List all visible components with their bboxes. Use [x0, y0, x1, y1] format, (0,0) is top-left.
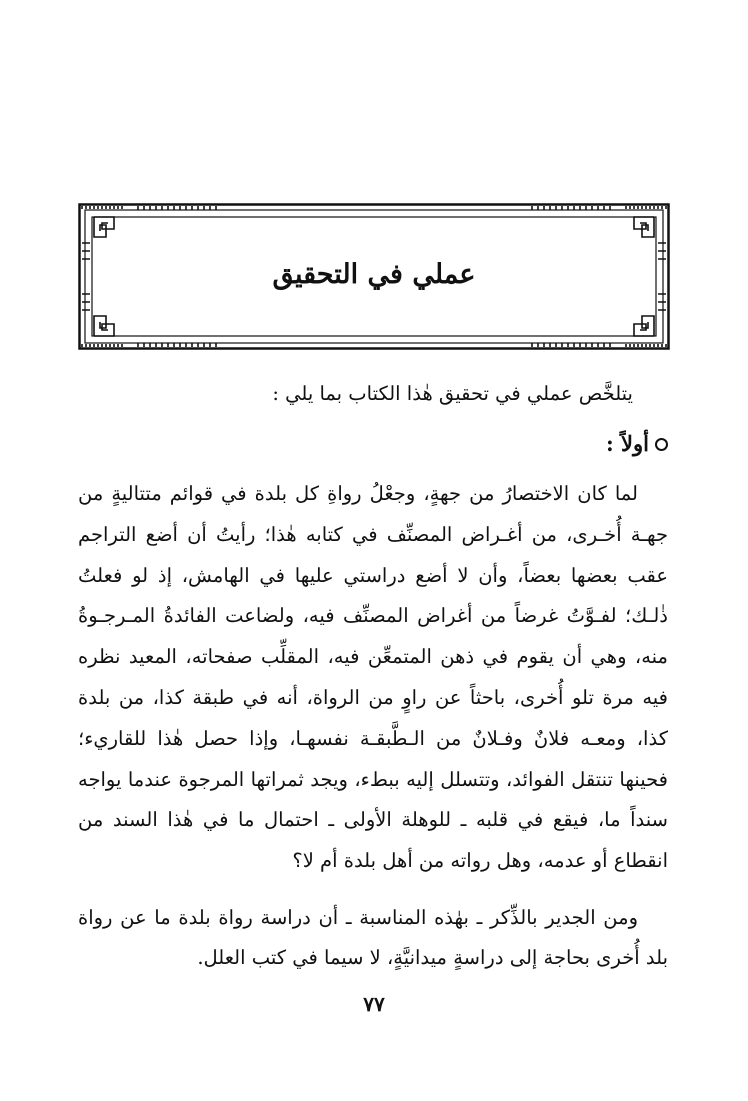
- paragraph-2: ومن الجدير بالذِّكر ـ بهٰذه المناسبة ـ أن دراسة رواة بلدة ما عن رواة بلد أُخرى بحاجة إلى دراسةٍ ميدانيَّةٍ، لا سيما في كتب العلل.: [78, 906, 668, 969]
- paragraph-1: لما كان الاختصارُ من جهةٍ، وجعْلُ رواةِ كل بلدة في قوائم متتاليةٍ من جهـة أُخـرى، من أغـراض المصنِّف في كتابه هٰذا؛ رأيتُ أن أضع التراجم عقب بعضها بعضاً، وأن لا أضع دراستي عليها في الهامش، إذ لو فعلتُ ذٰلـك؛ لفـوَّتُ غرضاً من أغراض المصنِّف فيه، ولضاعت الفائدةُ المـرجـوةُ منه، وهي أن يقوم في ذهن المتمعِّن فيه، المقلِّب صفحاته، المعيد نظره فيه مرة تلو أُخرى، باحثاً عن راوٍ من الرواة، أنه في طبقة كذا، من بلدة كذا، ومعـه فلانٌ وفـلانٌ من الـطَّبقـة نفسهـا، وإذا حصل هٰذا للقاريء؛ فحينها تنتقل الفوائد، وتتسلل إليه ببطء، ويجد ثمراتها المرجوة عندما يواجه سنداً ما، فيقع في قلبه ـ للوهلة الأولى ـ احتمال ما في هٰذا السند من انقطاع أو عدمه، وهل رواته من أهل بلدة أم لا؟: [78, 482, 668, 873]
- intro-line: يتلخَّص عملي في تحقيق هٰذا الكتاب بما يلي :: [272, 382, 633, 405]
- section-heading: [606, 424, 668, 464]
- circle-bullet-icon: [655, 438, 668, 451]
- title-frame: [78, 203, 670, 350]
- page-number: ٧٧: [363, 992, 385, 1016]
- section-heading-label: أولاً :: [605, 431, 649, 456]
- page-title: عملي في التحقيق: [272, 259, 476, 290]
